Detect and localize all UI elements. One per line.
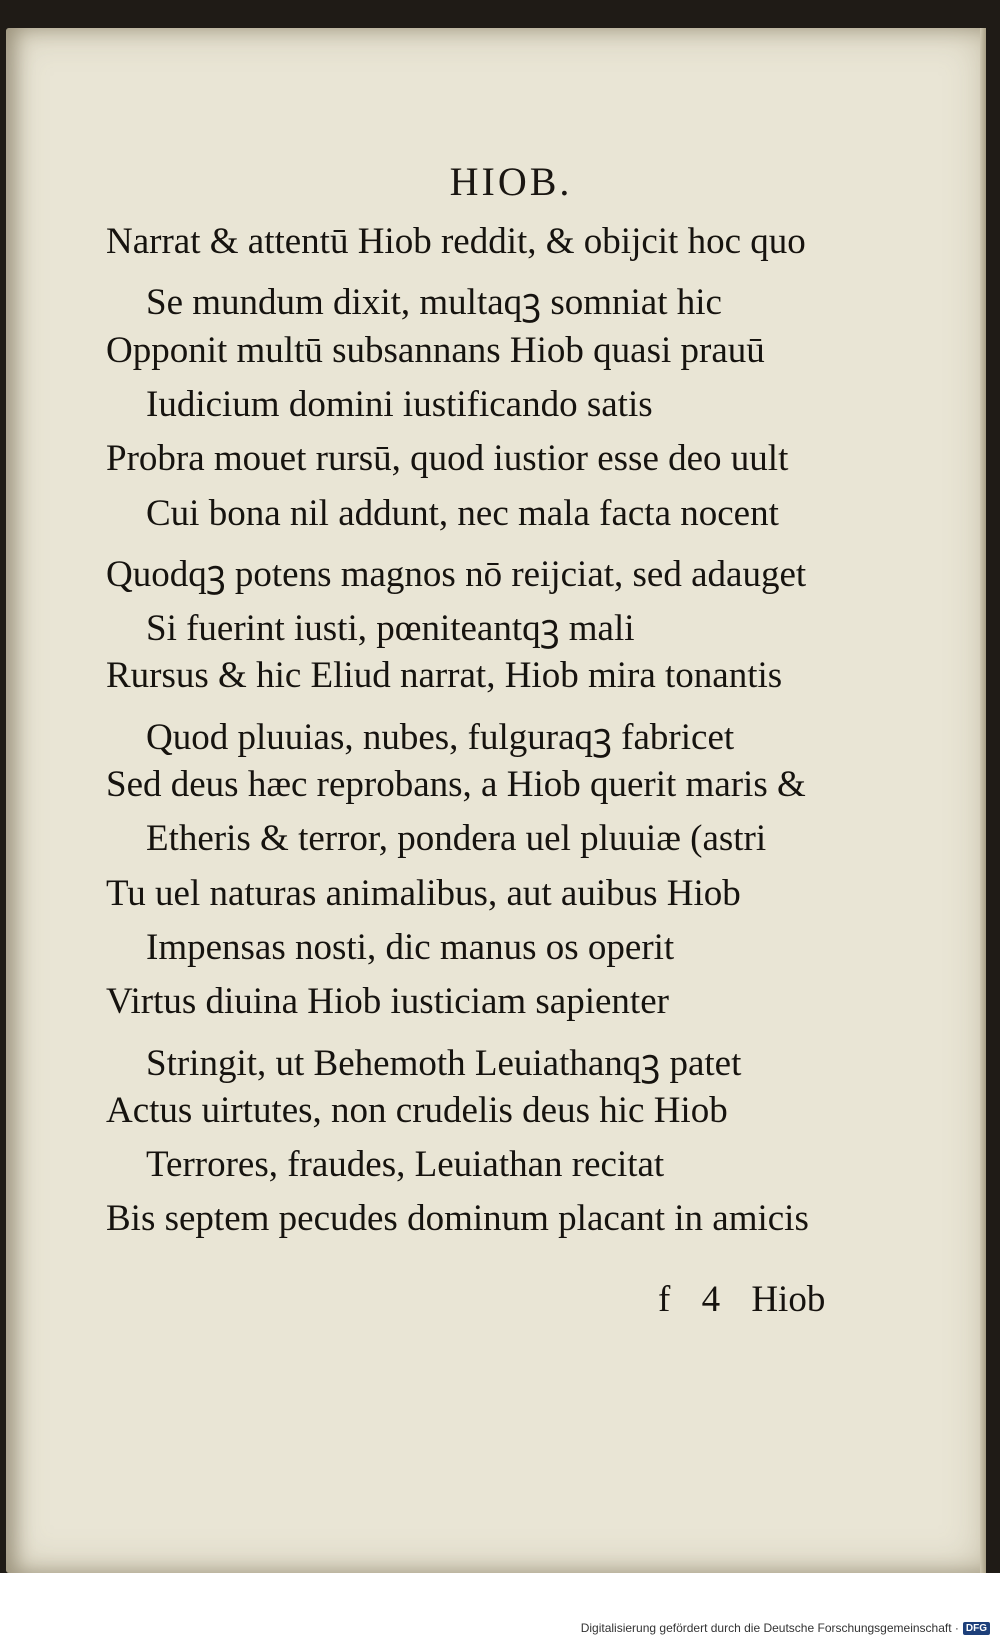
verse-line: Sed deus hæc reprobans, a Hiob querit maris & (106, 764, 806, 805)
footer-strip (0, 1573, 1000, 1641)
verse-line: Iudicium domini iustificando satis (146, 383, 653, 425)
verse-line: Etheris & terror, pondera uel pluuiæ (astri (146, 818, 767, 860)
verse-line: Quod pluuias, nubes, fulguraqꝫ fabricet (146, 716, 735, 758)
catchword: f 4 Hiob (658, 1279, 826, 1320)
book-page (6, 28, 986, 1573)
page-heading: HIOB. (449, 159, 573, 204)
verse-line: Bis septem pecudes dominum placant in amicis (106, 1198, 809, 1240)
verse-line: Virtus diuina Hiob iusticiam sapienter (106, 981, 669, 1023)
verse-line: Si fuerint iusti, pœniteantqꝫ mali (146, 608, 635, 650)
verse-line: Tu uel naturas animalibus, aut auibus Hiob (106, 872, 741, 914)
verse-line: Cui bona nil addunt, nec mala facta nocent (146, 492, 779, 534)
verse-line: Stringit, ut Behemoth Leuiathanqꝫ patet (146, 1042, 742, 1084)
verse-line: Actus uirtutes, non crudelis deus hic Hiob (106, 1089, 728, 1131)
verse-line: Rursus & hic Eliud narrat, Hiob mira tonantis (106, 655, 783, 697)
verse-line: Opponit multū subsannans Hiob quasi prauū (106, 329, 765, 371)
verse-line: Impensas nosti, dic manus os operit (146, 926, 675, 968)
dfg-credit-text: Digitalisierung gefördert durch die Deutsche Forschungsgemeinschaft · (580, 1621, 959, 1635)
verse-line: Se mundum dixit, multaqꝫ somniat hic (146, 282, 722, 324)
verse-line: Terrores, fraudes, Leuiathan recitat (146, 1144, 665, 1186)
verse-line: Probra mouet rursū, quod iustior esse deo uult (106, 438, 789, 480)
verse-line: Quodqꝫ potens magnos nō reijciat, sed adauget (106, 553, 807, 595)
dfg-logo-icon: DFG (963, 1622, 990, 1635)
dfg-credit (581, 1621, 990, 1635)
verse-line: Narrat & attentū Hiob reddit, & obijcit hoc quo (106, 221, 806, 262)
